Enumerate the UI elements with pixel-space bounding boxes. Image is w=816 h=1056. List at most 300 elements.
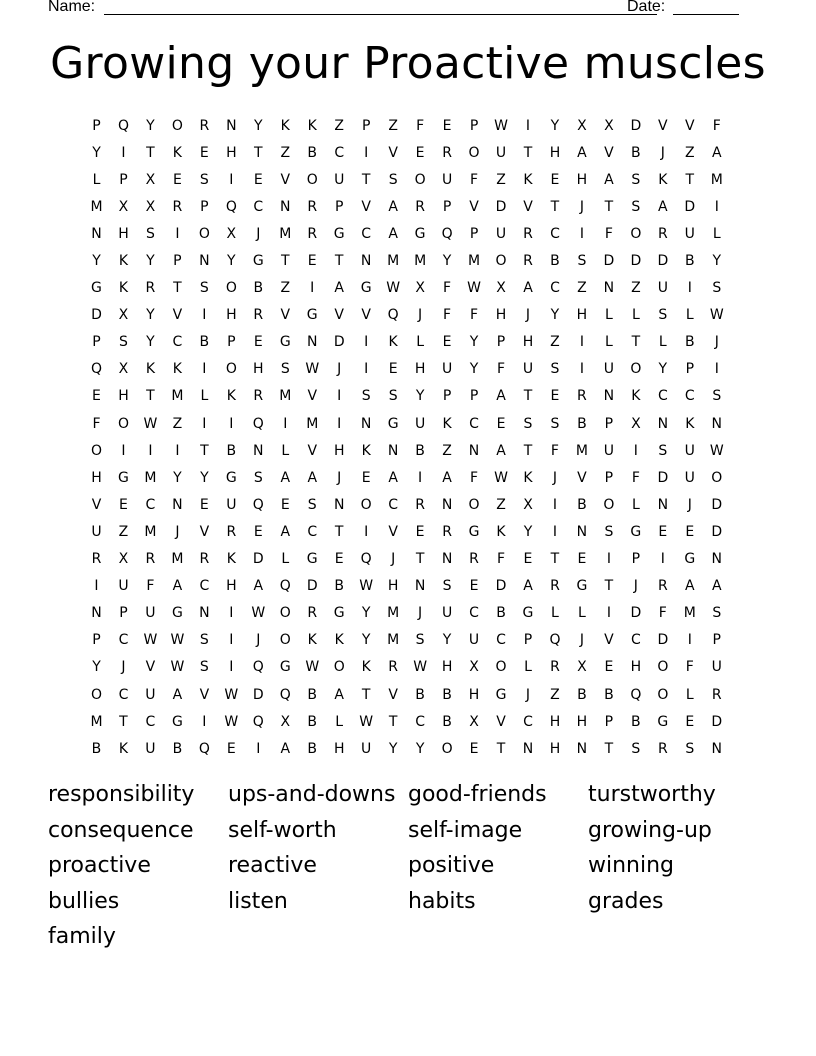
grid-letter: L: [200, 388, 209, 405]
grid-letter: X: [577, 117, 587, 134]
grid-letter: P: [631, 551, 641, 568]
grid-letter: P: [227, 334, 236, 351]
grid-letter: N: [441, 496, 453, 513]
grid-letter: O: [468, 496, 480, 513]
grid-letter: T: [604, 578, 614, 595]
grid-letter: I: [337, 388, 342, 405]
grid-letter: Y: [254, 117, 263, 134]
grid-letter: O: [441, 740, 453, 757]
grid-letter: C: [523, 713, 533, 730]
grid-letter: V: [361, 307, 371, 324]
grid-letter: U: [145, 605, 156, 622]
grid-letter: B: [172, 740, 183, 757]
word-list-item: self-worth: [228, 817, 337, 843]
grid-letter: Z: [631, 280, 641, 297]
grid-letter: X: [523, 496, 533, 513]
grid-letter: S: [388, 171, 398, 188]
grid-letter: V: [307, 388, 318, 405]
grid-letter: I: [606, 551, 611, 568]
grid-letter: A: [523, 578, 533, 595]
grid-letter: T: [550, 551, 560, 568]
grid-letter: A: [388, 469, 398, 486]
grid-letter: E: [119, 496, 128, 513]
grid-letter: M: [90, 198, 103, 215]
grid-letter: L: [335, 713, 344, 730]
grid-letter: I: [687, 280, 692, 297]
grid-letter: T: [550, 198, 560, 215]
grid-letter: C: [118, 632, 129, 649]
grid-letter: I: [552, 496, 558, 513]
grid-letter: U: [468, 632, 480, 649]
grid-letter: B: [307, 740, 318, 757]
grid-letter: S: [280, 361, 290, 378]
grid-letter: D: [495, 578, 507, 595]
grid-letter: G: [91, 280, 102, 297]
grid-letter: K: [118, 740, 129, 757]
grid-letter: C: [415, 713, 425, 730]
grid-letter: F: [470, 469, 479, 486]
grid-letter: C: [630, 632, 641, 649]
grid-letter: T: [523, 388, 533, 405]
grid-letter: A: [388, 225, 398, 242]
grid-row: [83, 437, 730, 464]
word-list-item: bullies: [48, 888, 120, 914]
grid-letter: Z: [334, 117, 344, 134]
grid-letter: Y: [415, 388, 425, 405]
grid-letter: S: [442, 578, 452, 595]
grid-letter: S: [199, 280, 209, 297]
grid-row: [83, 383, 730, 410]
grid-letter: V: [658, 117, 668, 134]
grid-letter: C: [307, 523, 318, 540]
grid-letter: Y: [415, 740, 425, 757]
grid-letter: W: [143, 415, 158, 432]
grid-letter: P: [361, 117, 371, 134]
grid-letter: Y: [442, 253, 452, 270]
grid-letter: Y: [361, 632, 371, 649]
grid-letter: O: [468, 144, 480, 161]
grid-letter: G: [684, 551, 696, 568]
grid-letter: F: [604, 225, 613, 242]
grid-letter: P: [442, 388, 452, 405]
grid-letter: W: [494, 469, 508, 486]
grid-letter: R: [657, 578, 668, 595]
grid-letter: H: [226, 307, 237, 324]
grid-letter: B: [334, 578, 344, 595]
grid-letter: U: [414, 415, 426, 432]
grid-letter: Z: [550, 334, 560, 351]
grid-letter: O: [630, 225, 642, 242]
grid-letter: Q: [90, 361, 102, 378]
grid-letter: D: [252, 686, 264, 703]
grid-letter: O: [90, 686, 102, 703]
grid-letter: F: [416, 117, 425, 134]
grid-row: [83, 546, 730, 573]
grid-letter: G: [118, 469, 129, 486]
grid-letter: E: [307, 253, 317, 270]
grid-letter: M: [387, 253, 400, 270]
grid-letter: X: [604, 117, 614, 134]
word-list-item: family: [48, 924, 116, 949]
grid-letter: S: [199, 171, 209, 188]
grid-letter: K: [280, 117, 290, 134]
grid-letter: B: [91, 740, 102, 757]
grid-letter: T: [415, 551, 425, 568]
grid-letter: W: [170, 632, 185, 649]
grid-letter: I: [256, 740, 261, 757]
grid-letter: R: [199, 551, 210, 568]
grid-letter: I: [202, 361, 207, 378]
grid-letter: Y: [658, 361, 668, 378]
grid-letter: K: [631, 388, 641, 405]
grid-letter: I: [579, 225, 584, 242]
grid-letter: Q: [387, 307, 399, 324]
grid-letter: I: [229, 171, 234, 188]
grid-letter: T: [604, 740, 614, 757]
grid-letter: A: [604, 171, 614, 188]
grid-letter: N: [441, 551, 453, 568]
grid-letter: J: [525, 307, 531, 324]
grid-letter: U: [711, 659, 722, 676]
name-label: Name:: [48, 0, 96, 15]
grid-letter: G: [522, 605, 534, 622]
grid-letter: O: [90, 442, 102, 459]
grid-letter: U: [334, 171, 345, 188]
grid-letter: I: [229, 632, 234, 649]
grid-letter: D: [711, 523, 723, 540]
grid-letter: B: [442, 713, 452, 730]
grid-letter: G: [171, 605, 183, 622]
grid-letter: J: [418, 605, 423, 622]
grid-letter: Y: [712, 253, 722, 270]
word-list-item: growing-up: [588, 817, 712, 843]
grid-letter: A: [711, 144, 722, 161]
grid-letter: V: [307, 442, 318, 459]
word-list-item: positive: [408, 853, 495, 878]
grid-letter: Y: [469, 334, 479, 351]
word-list-item: listen: [228, 888, 288, 914]
grid-letter: M: [171, 388, 184, 405]
grid-letter: R: [415, 496, 425, 513]
grid-letter: B: [604, 686, 614, 703]
grid-letter: W: [359, 578, 374, 595]
grid-letter: O: [225, 280, 237, 297]
grid-letter: A: [307, 469, 318, 486]
grid-row: [83, 356, 730, 383]
grid-letter: W: [224, 713, 239, 730]
grid-letter: C: [388, 496, 399, 513]
grid-letter: U: [441, 605, 453, 622]
grid-letter: E: [577, 551, 587, 568]
grid-letter: D: [252, 551, 264, 568]
grid-letter: G: [252, 253, 264, 270]
grid-letter: R: [226, 523, 237, 540]
grid-letter: I: [229, 659, 234, 676]
grid-letter: V: [577, 469, 587, 486]
grid-letter: P: [685, 361, 695, 378]
grid-letter: G: [279, 659, 291, 676]
grid-letter: X: [145, 198, 156, 215]
grid-letter: S: [145, 225, 155, 242]
grid-letter: J: [121, 659, 126, 676]
grid-letter: Y: [146, 117, 155, 134]
grid-letter: J: [633, 578, 638, 595]
grid-letter: P: [119, 171, 128, 188]
grid-letter: M: [387, 632, 400, 649]
grid-letter: L: [551, 605, 559, 622]
grid-letter: E: [415, 523, 425, 540]
grid-letter: R: [657, 740, 668, 757]
grid-letter: S: [361, 388, 371, 405]
grid-letter: I: [283, 415, 288, 432]
grid-letter: C: [550, 225, 560, 242]
grid-letter: S: [631, 740, 641, 757]
grid-letter: H: [576, 171, 588, 188]
grid-letter: Q: [279, 578, 291, 595]
grid-letter: Y: [146, 334, 155, 351]
grid-letter: S: [253, 469, 263, 486]
grid-row: [83, 681, 730, 708]
grid-letter: S: [199, 632, 209, 649]
grid-letter: O: [117, 415, 129, 432]
grid-letter: H: [226, 144, 237, 161]
grid-letter: E: [253, 523, 263, 540]
grid-letter: O: [657, 659, 669, 676]
grid-letter: N: [226, 117, 237, 134]
grid-letter: S: [415, 632, 425, 649]
grid-letter: A: [280, 523, 291, 540]
grid-letter: G: [576, 578, 588, 595]
grid-letter: P: [92, 117, 101, 134]
grid-letter: E: [442, 117, 452, 134]
grid-letter: I: [202, 307, 207, 324]
grid-letter: Z: [442, 442, 452, 459]
grid-letter: V: [496, 713, 506, 730]
grid-letter: H: [441, 659, 453, 676]
grid-letter: V: [469, 198, 479, 215]
grid-letter: Q: [117, 117, 129, 134]
grid-letter: F: [631, 469, 640, 486]
grid-letter: I: [310, 280, 315, 297]
grid-letter: W: [413, 659, 428, 676]
grid-letter: M: [387, 605, 400, 622]
grid-letter: U: [226, 496, 237, 513]
grid-letter: U: [495, 144, 507, 161]
grid-letter: R: [307, 225, 318, 242]
grid-letter: P: [712, 632, 721, 649]
grid-letter: J: [714, 334, 719, 351]
grid-letter: T: [631, 334, 641, 351]
grid-letter: F: [470, 307, 479, 324]
grid-letter: N: [172, 496, 183, 513]
grid-letter: A: [685, 578, 695, 595]
grid-letter: Q: [198, 740, 210, 757]
grid-letter: W: [386, 280, 401, 297]
grid-letter: H: [576, 713, 588, 730]
grid-letter: U: [145, 740, 156, 757]
word-list: [48, 777, 768, 955]
grid-letter: Z: [388, 117, 398, 134]
grid-letter: S: [685, 740, 695, 757]
grid-letter: X: [469, 713, 479, 730]
grid-letter: R: [442, 144, 452, 161]
grid-letter: O: [495, 253, 507, 270]
grid-row: [83, 600, 730, 627]
grid-letter: N: [91, 605, 102, 622]
grid-letter: G: [279, 334, 291, 351]
grid-letter: Z: [280, 144, 291, 161]
grid-letter: F: [146, 578, 155, 595]
grid-letter: J: [337, 361, 342, 378]
grid-letter: Y: [146, 307, 155, 324]
grid-letter: E: [550, 388, 560, 405]
grid-letter: G: [414, 225, 426, 242]
grid-letter: I: [337, 415, 342, 432]
grid-letter: V: [388, 144, 398, 161]
grid-letter: H: [118, 388, 129, 405]
grid-letter: L: [578, 605, 586, 622]
grid-letter: N: [414, 578, 426, 595]
grid-letter: Y: [361, 605, 371, 622]
grid-letter: W: [467, 280, 481, 297]
grid-letter: C: [145, 713, 156, 730]
grid-letter: I: [121, 144, 126, 161]
grid-letter: S: [550, 415, 560, 432]
grid-letter: Q: [360, 551, 372, 568]
grid-letter: C: [334, 144, 345, 161]
grid-letter: B: [577, 686, 587, 703]
grid-letter: W: [305, 659, 320, 676]
grid-letter: V: [523, 198, 533, 215]
grid-letter: I: [552, 523, 558, 540]
grid-letter: F: [443, 280, 452, 297]
grid-letter: E: [226, 740, 236, 757]
grid-letter: J: [256, 632, 261, 649]
grid-letter: J: [256, 225, 261, 242]
grid-letter: F: [658, 605, 667, 622]
grid-letter: D: [684, 198, 696, 215]
grid-letter: K: [361, 442, 371, 459]
grid-letter: A: [523, 280, 533, 297]
grid-letter: R: [91, 551, 102, 568]
grid-letter: O: [603, 496, 615, 513]
grid-letter: E: [523, 551, 533, 568]
grid-letter: N: [199, 605, 210, 622]
grid-letter: H: [549, 144, 561, 161]
grid-letter: C: [199, 578, 210, 595]
grid-letter: L: [631, 496, 640, 513]
grid-letter: P: [523, 632, 533, 649]
grid-letter: I: [148, 442, 153, 459]
grid-letter: N: [657, 496, 669, 513]
grid-letter: L: [712, 225, 721, 242]
grid-letter: R: [577, 388, 587, 405]
grid-letter: P: [92, 632, 101, 649]
grid-letter: N: [387, 442, 399, 459]
word-list-item: habits: [408, 888, 476, 914]
grid-letter: Y: [227, 253, 236, 270]
grid-letter: B: [577, 415, 587, 432]
grid-letter: Z: [496, 171, 506, 188]
grid-letter: H: [414, 361, 426, 378]
grid-letter: R: [145, 551, 156, 568]
grid-letter: T: [388, 713, 398, 730]
grid-letter: J: [579, 632, 584, 649]
grid-letter: X: [469, 659, 479, 676]
header: [48, 0, 748, 20]
grid-letter: A: [280, 740, 291, 757]
grid-letter: A: [172, 686, 183, 703]
word-list-item: reactive: [228, 853, 317, 878]
grid-letter: B: [684, 253, 695, 270]
grid-letter: K: [307, 632, 317, 649]
grid-letter: G: [387, 415, 399, 432]
grid-letter: N: [711, 551, 722, 568]
grid-letter: O: [630, 361, 642, 378]
word-list-item: proactive: [48, 853, 151, 878]
grid-letter: J: [337, 469, 342, 486]
grid-letter: I: [606, 605, 611, 622]
grid-letter: A: [496, 388, 506, 405]
grid-letter: U: [145, 686, 156, 703]
grid-letter: N: [333, 496, 345, 513]
grid-letter: P: [469, 388, 479, 405]
grid-letter: I: [202, 415, 207, 432]
grid-letter: I: [364, 523, 369, 540]
grid-letter: I: [687, 632, 692, 649]
grid-letter: V: [334, 307, 344, 324]
grid-letter: M: [171, 551, 184, 568]
grid-letter: H: [253, 361, 264, 378]
grid-letter: D: [630, 253, 642, 270]
grid-letter: E: [685, 713, 695, 730]
grid-letter: U: [91, 523, 102, 540]
grid-letter: P: [604, 415, 614, 432]
grid-letter: K: [658, 171, 668, 188]
grid-letter: B: [415, 442, 425, 459]
grid-letter: S: [631, 171, 641, 188]
grid-letter: Q: [630, 686, 642, 703]
grid-letter: K: [307, 117, 317, 134]
grid-letter: O: [279, 605, 291, 622]
grid-letter: S: [550, 361, 560, 378]
grid-letter: H: [630, 659, 642, 676]
grid-letter: G: [468, 523, 480, 540]
grid-letter: I: [202, 713, 207, 730]
grid-letter: K: [118, 253, 129, 270]
grid-letter: M: [279, 225, 292, 242]
grid-letter: N: [199, 253, 210, 270]
grid-letter: I: [579, 334, 584, 351]
grid-letter: X: [145, 171, 156, 188]
grid-letter: N: [603, 388, 615, 405]
grid-letter: O: [711, 469, 723, 486]
grid-letter: E: [361, 469, 371, 486]
grid-letter: K: [172, 361, 182, 378]
grid-letter: H: [549, 713, 561, 730]
grid-letter: B: [307, 713, 318, 730]
grid-letter: T: [604, 198, 614, 215]
grid-letter: C: [469, 415, 479, 432]
grid-letter: O: [360, 496, 372, 513]
grid-letter: Y: [92, 144, 101, 161]
grid-letter: W: [305, 361, 320, 378]
grid-letter: B: [631, 144, 641, 161]
grid-letter: A: [577, 144, 587, 161]
grid-letter: W: [359, 713, 374, 730]
grid-letter: P: [119, 605, 128, 622]
grid-letter: V: [388, 686, 398, 703]
